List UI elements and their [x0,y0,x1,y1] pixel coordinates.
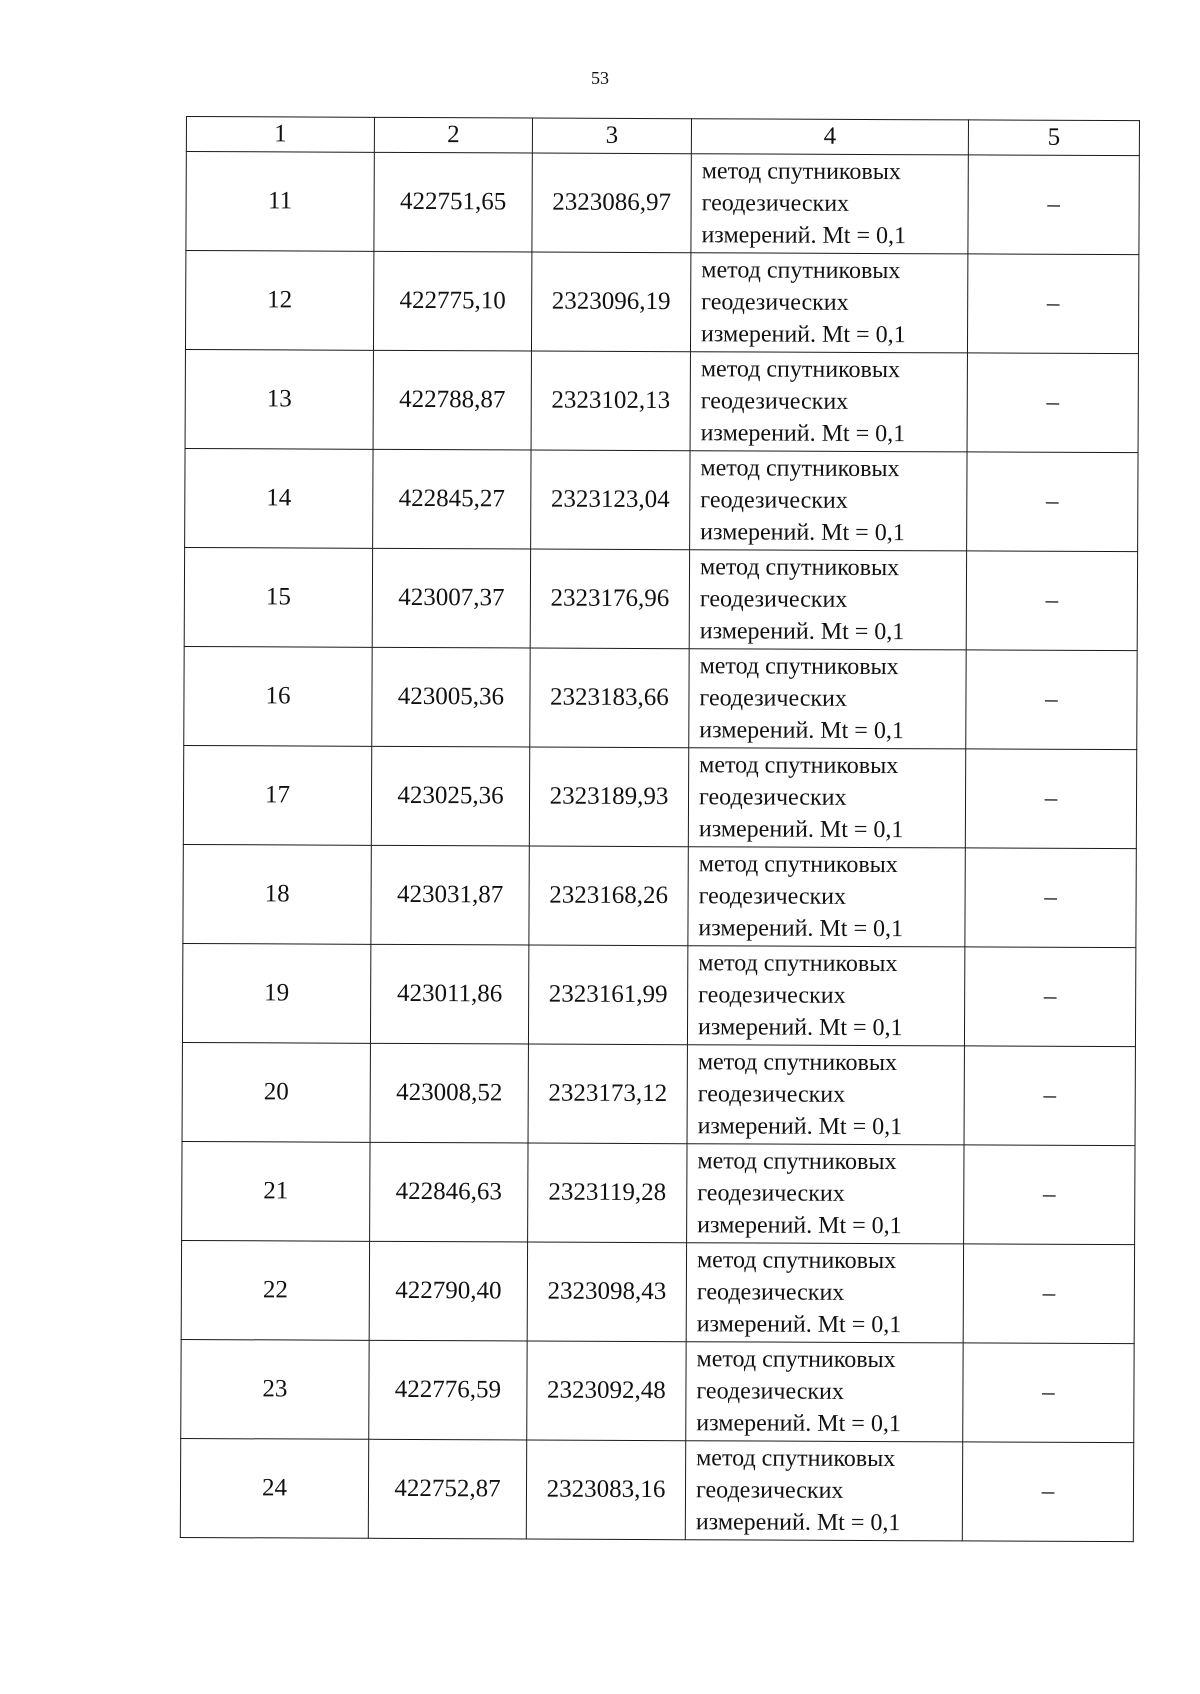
note-cell: – [967,254,1138,354]
method-line: геодезических [695,1477,844,1504]
column-header: 3 [532,118,691,154]
y-coordinate-cell: 2323092,48 [527,1341,686,1441]
header-row [186,117,1139,156]
y-coordinate-cell: 2323083,16 [526,1440,685,1540]
x-coordinate-cell: 422788,87 [373,350,531,450]
x-coordinate-cell: 422751,65 [374,152,532,252]
method-line: метод спутниковых [697,1148,897,1176]
method-line: измерений. Mt = 0,1 [698,816,904,844]
y-coordinate-cell: 2323102,13 [531,351,690,451]
method-line: измерений. Mt = 0,1 [695,1509,901,1537]
method-line: геодезических [700,388,849,415]
note-cell: – [963,1343,1134,1443]
method-line: геодезических [696,1378,844,1405]
y-coordinate-cell: 2323173,12 [528,1044,687,1144]
point-number-cell: 24 [180,1438,368,1538]
method-line: геодезических [699,685,847,712]
note-cell: – [967,452,1138,552]
y-coordinate-cell: 2323098,43 [527,1242,686,1342]
coordinates-table [180,116,1140,1542]
method-cell [689,550,966,650]
method-line: геодезических [697,1180,845,1207]
x-coordinate-cell: 422846,63 [370,1142,528,1242]
x-coordinate-cell: 422776,59 [369,1340,527,1440]
column-header: 2 [374,117,532,153]
table-row [181,1240,1134,1343]
method-line: геодезических [698,982,846,1009]
method-line: измерений. Mt = 0,1 [697,1212,902,1240]
method-line: метод спутниковых [701,257,901,285]
method-line: метод спутниковых [698,851,898,879]
x-coordinate-cell: 422790,40 [369,1241,527,1341]
method-line: метод спутниковых [696,1445,896,1473]
method-cell [688,847,965,947]
method-cell [688,748,965,848]
x-coordinate-cell: 422845,27 [373,449,531,549]
point-number-cell: 14 [185,448,373,548]
point-number-cell: 23 [181,1339,369,1439]
y-coordinate-cell: 2323161,99 [528,945,687,1045]
method-line: метод спутниковых [699,554,900,582]
y-coordinate-cell: 2323168,26 [529,846,688,946]
method-cell [691,154,968,254]
note-cell: – [968,155,1139,255]
x-coordinate-cell: 423031,87 [371,845,529,945]
note-cell: – [963,1244,1134,1344]
method-cell [687,946,964,1046]
method-line: измерений. Mt = 0,1 [699,618,905,646]
table-row [181,1339,1134,1442]
point-number-cell: 16 [184,646,372,746]
note-cell: – [965,749,1136,849]
x-coordinate-cell: 423025,36 [371,746,529,846]
method-line: геодезических [696,1279,845,1306]
table-row [186,152,1139,255]
column-header: 4 [691,119,968,155]
method-cell [686,1342,963,1442]
method-line: геодезических [701,289,849,316]
method-line: измерений. Mt = 0,1 [698,915,904,943]
method-cell [689,649,966,749]
page-number: 53 [591,68,609,88]
method-line: измерений. Mt = 0,1 [696,1311,902,1339]
method-line: геодезических [700,487,848,514]
note-cell: – [966,650,1137,750]
table-row [182,943,1135,1046]
table-row [184,646,1137,749]
point-number-cell: 19 [182,943,370,1043]
y-coordinate-cell: 2323086,97 [532,153,691,253]
y-coordinate-cell: 2323183,66 [530,648,689,748]
note-cell: – [966,551,1137,651]
point-number-cell: 15 [184,547,372,647]
method-line: геодезических [697,1081,846,1108]
table-header [186,117,1139,156]
note-cell: – [962,1442,1133,1542]
method-line: метод спутниковых [696,1346,896,1374]
table-row [185,251,1138,354]
method-cell [690,352,967,452]
method-line: метод спутниковых [697,1049,898,1077]
column-header: 1 [186,117,374,153]
x-coordinate-cell: 422752,87 [368,1439,526,1539]
point-number-cell: 20 [182,1042,370,1142]
note-cell: – [964,947,1135,1047]
method-line: геодезических [701,190,850,217]
method-line: метод спутниковых [700,455,900,483]
method-cell [687,1045,964,1145]
table-body [180,152,1139,1542]
note-cell: – [967,353,1138,453]
x-coordinate-cell: 423007,37 [372,548,530,648]
method-line: измерений. Mt = 0,1 [697,1014,903,1042]
point-number-cell: 12 [185,251,373,351]
method-line: измерений. Mt = 0,1 [697,1113,903,1141]
method-line: метод спутниковых [701,158,901,186]
point-number-cell: 21 [182,1141,370,1241]
method-line: метод спутниковых [699,653,899,681]
method-line: измерений. Mt = 0,1 [696,1410,901,1438]
table-row [180,1438,1133,1541]
x-coordinate-cell: 423011,86 [370,944,528,1044]
method-cell [690,253,967,353]
y-coordinate-cell: 2323189,93 [529,747,688,847]
table-row [185,448,1138,551]
point-number-cell: 22 [181,1240,369,1340]
method-line: измерений. Mt = 0,1 [700,519,905,547]
method-line: метод спутниковых [698,950,898,978]
table-row [184,547,1137,650]
method-line: метод спутниковых [696,1247,897,1275]
method-cell [687,1144,964,1244]
point-number-cell: 18 [183,844,371,944]
point-number-cell: 13 [185,349,373,449]
y-coordinate-cell: 2323123,04 [531,450,690,550]
method-line: измерений. Mt = 0,1 [700,321,906,349]
note-cell: – [964,1145,1135,1245]
point-number-cell: 17 [183,745,371,845]
y-coordinate-cell: 2323119,28 [528,1143,687,1243]
table-row [182,1042,1135,1145]
y-coordinate-cell: 2323096,19 [531,252,690,352]
x-coordinate-cell: 423008,52 [370,1043,528,1143]
method-line: геодезических [698,784,847,811]
point-number-cell: 11 [186,152,374,252]
table-row [182,1141,1135,1244]
method-line: метод спутниковых [699,752,899,780]
column-header: 5 [968,120,1139,156]
method-line: геодезических [699,586,848,613]
x-coordinate-cell: 422775,10 [373,251,531,351]
table-row [183,844,1136,947]
x-coordinate-cell: 423005,36 [372,647,530,747]
note-cell: – [965,848,1136,948]
y-coordinate-cell: 2323176,96 [530,549,689,649]
method-cell [690,451,967,551]
table-row [183,745,1136,848]
method-line: измерений. Mt = 0,1 [701,222,907,250]
method-line: измерений. Mt = 0,1 [700,420,906,448]
method-cell [686,1243,963,1343]
method-line: измерений. Mt = 0,1 [699,717,904,745]
table-row [185,349,1138,452]
method-line: геодезических [698,883,847,910]
note-cell: – [964,1046,1135,1146]
method-cell [685,1441,962,1541]
method-line: метод спутниковых [700,356,901,384]
